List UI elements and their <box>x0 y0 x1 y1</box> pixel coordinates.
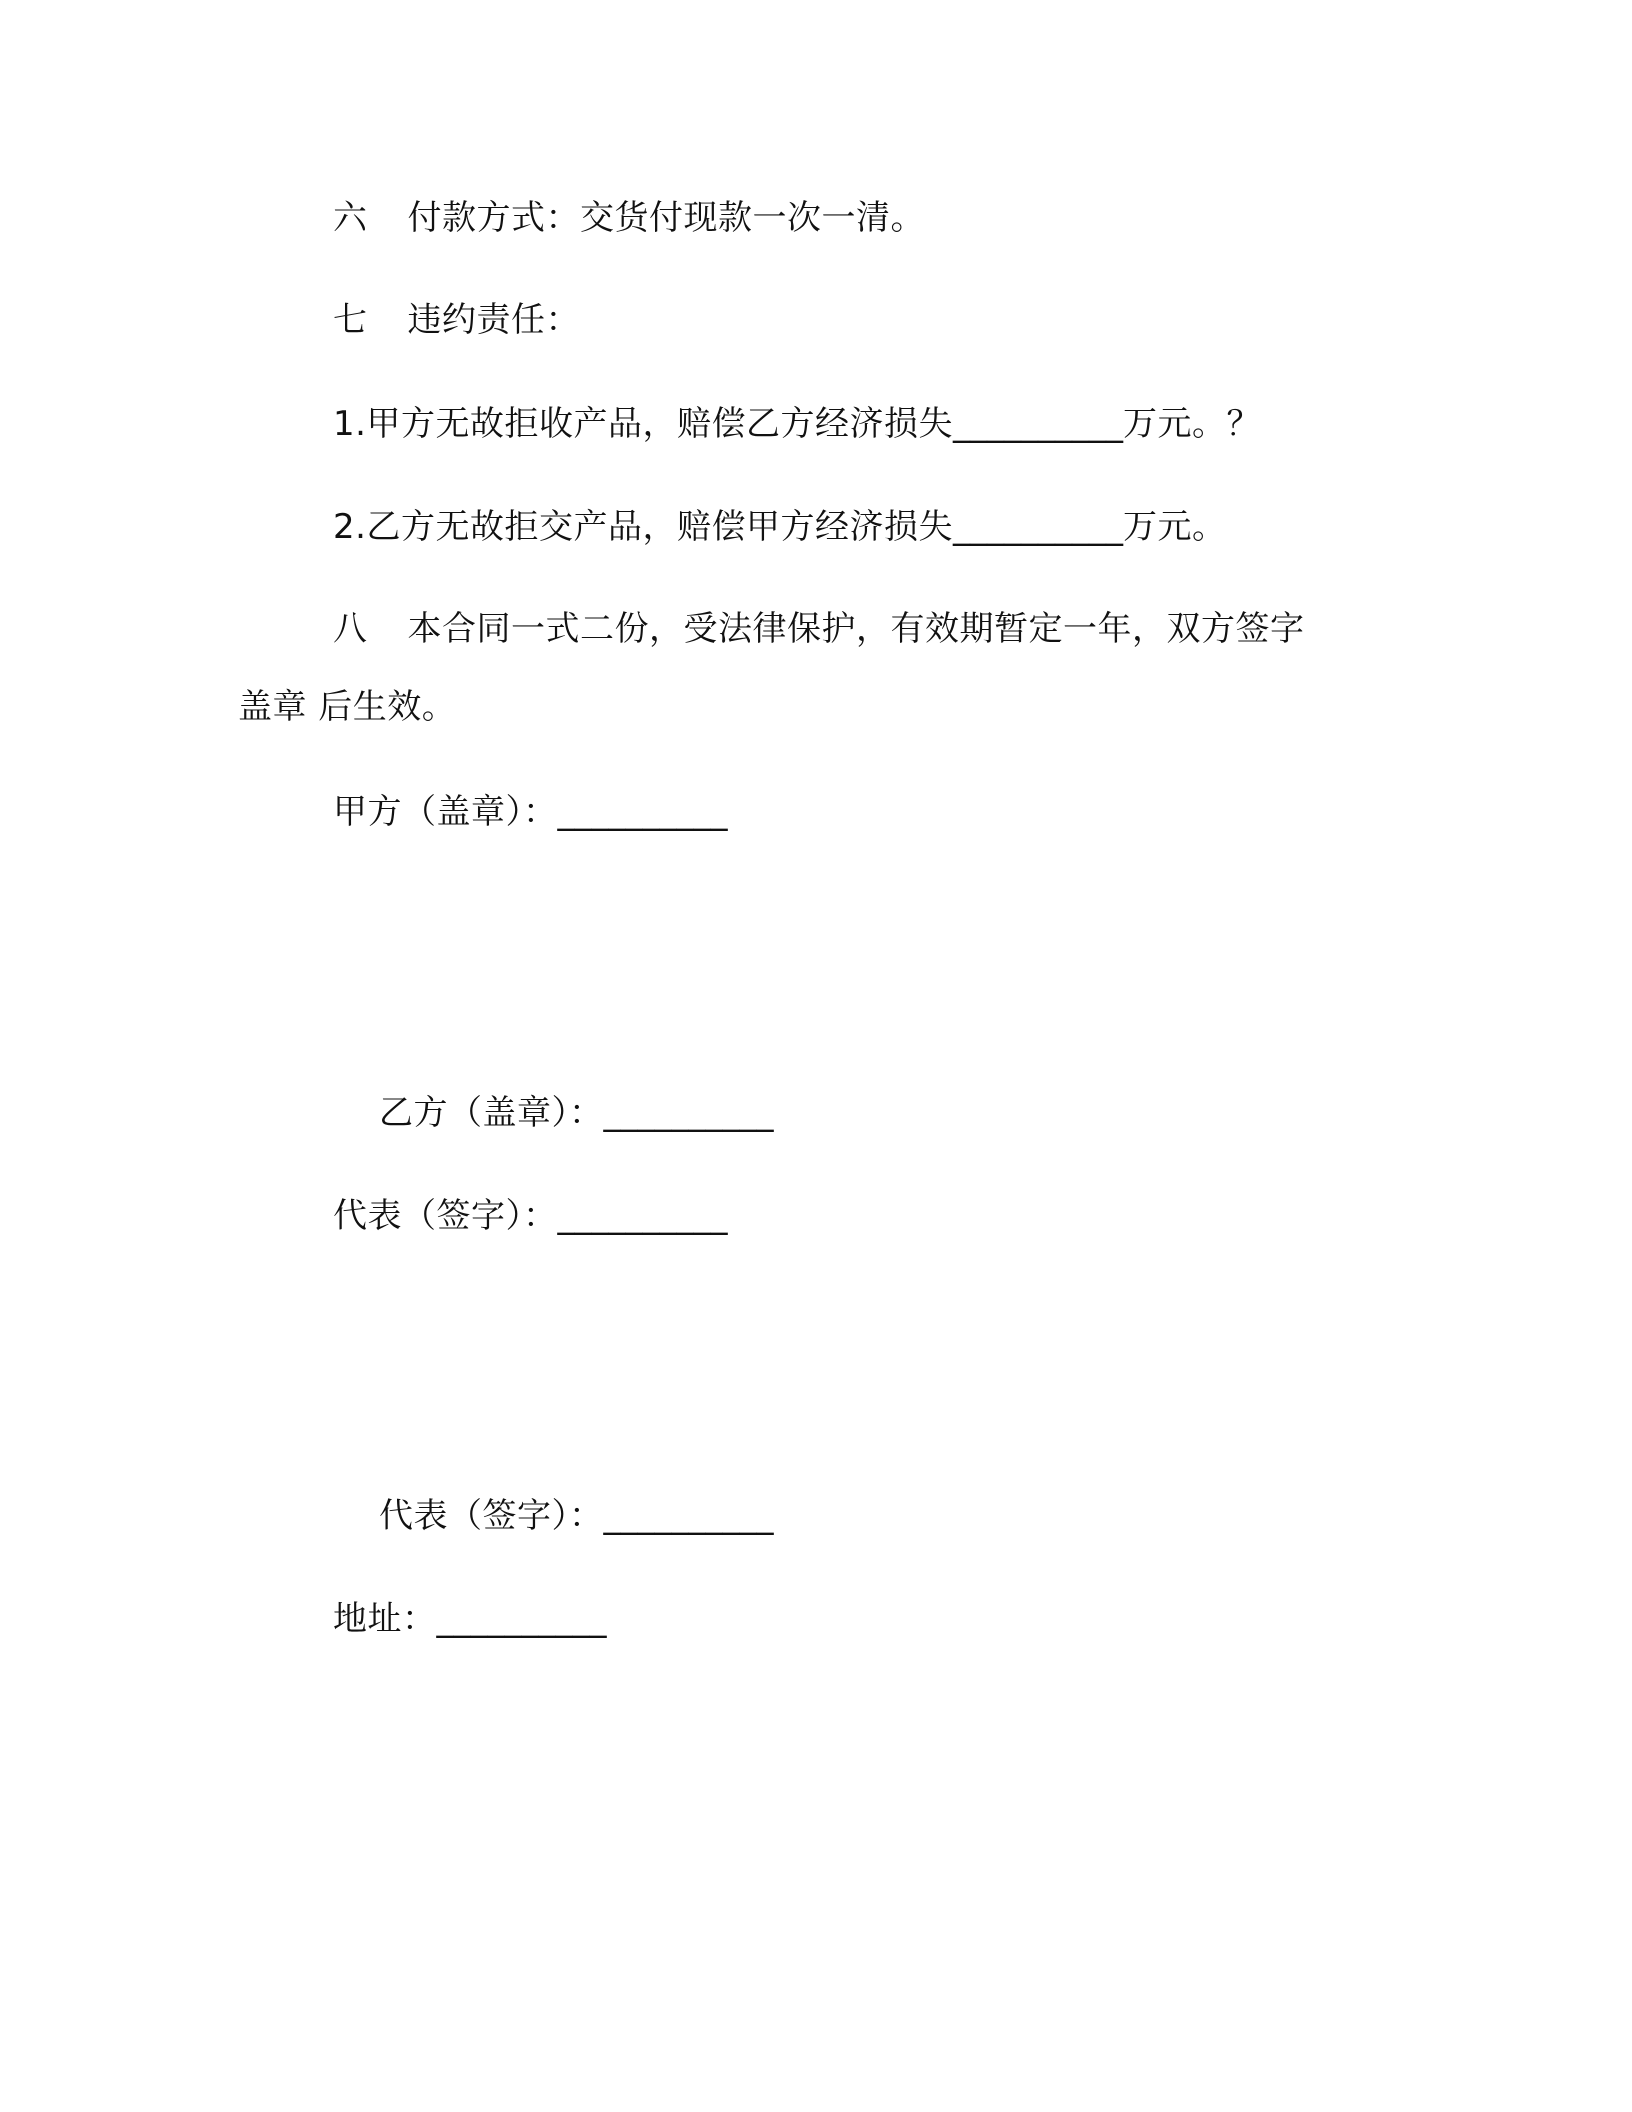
party-a-seal-blank: __________ <box>557 792 728 832</box>
clause-6-text: 付款方式：交货付现款一次一清。 <box>407 198 925 238</box>
party-b-seal-label: 乙方（盖章）： <box>379 1093 604 1133</box>
address-blank: __________ <box>436 1599 607 1639</box>
representative-sign-blank-1: __________ <box>557 1196 728 1236</box>
clause-6-number: 六 <box>333 198 368 238</box>
party-a-seal-line <box>333 790 728 834</box>
party-a-seal-label: 甲方（盖章）： <box>333 792 558 832</box>
clause-7-text: 违约责任： <box>407 300 580 340</box>
representative-sign-line-2 <box>379 1494 774 1538</box>
party-b-seal-line <box>379 1091 774 1135</box>
address-label: 地址： <box>333 1599 437 1639</box>
clause-8-line-2 <box>238 685 456 729</box>
party-b-seal-blank: __________ <box>603 1093 774 1133</box>
penalty-item-2-text: 2.乙方无故拒交产品，赔偿甲方经济损失 <box>333 507 953 547</box>
address-line <box>333 1597 607 1641</box>
penalty-item-1-blank: __________ <box>952 404 1123 444</box>
penalty-item-2-unit: 万元。 <box>1122 507 1227 547</box>
representative-sign-blank-2: __________ <box>603 1496 774 1536</box>
clause-6 <box>333 196 925 240</box>
clause-7-number: 七 <box>333 300 368 340</box>
penalty-item-1-text: 1.甲方无故拒收产品，赔偿乙方经济损失 <box>333 404 953 444</box>
representative-sign-label-1: 代表（签字）： <box>333 1196 558 1236</box>
clause-8-number: 八 <box>333 609 368 649</box>
penalty-item-2 <box>333 505 1226 549</box>
penalty-item-1 <box>333 402 1261 446</box>
clause-8-line-1 <box>333 607 1305 651</box>
representative-sign-label-2: 代表（签字）： <box>379 1496 604 1536</box>
penalty-item-2-blank: __________ <box>952 507 1123 547</box>
clause-8-text-1: 本合同一式二份，受法律保护，有效期暂定一年，双方签字 <box>407 609 1305 649</box>
clause-7 <box>333 298 580 342</box>
penalty-item-1-unit: 万元。？ <box>1122 404 1261 444</box>
representative-sign-line-1 <box>333 1194 728 1238</box>
clause-8-text-2: 盖章 后生效。 <box>238 687 457 727</box>
